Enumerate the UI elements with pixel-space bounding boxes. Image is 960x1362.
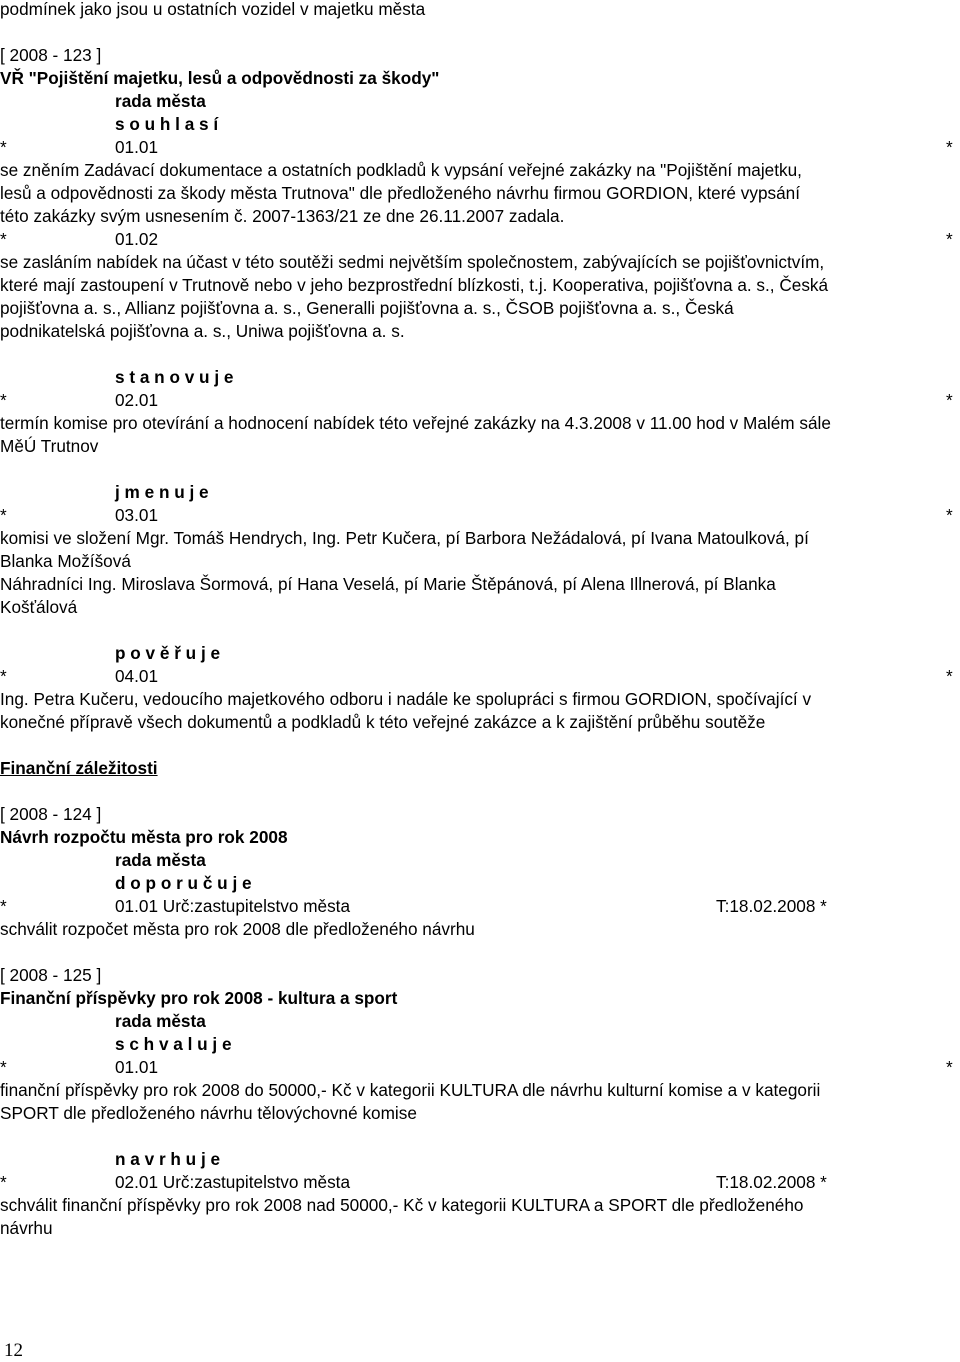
item-text: schválit finanční příspěvky pro rok 2008 nad 50000,- Kč v kategorii KULTURA a SPORT dle předloženého: [0, 1195, 804, 1215]
resolution-id: [ 2008 - 123 ]: [0, 45, 102, 65]
item-star-end: *: [946, 666, 953, 686]
item-deadline: T:18.02.2008 *: [716, 1172, 827, 1192]
item-deadline: T:18.02.2008 *: [716, 896, 827, 916]
item-star: *: [0, 390, 7, 410]
item-star-end: *: [946, 505, 953, 525]
resolution-title: Návrh rozpočtu města pro rok 2008: [0, 827, 288, 847]
item-text: finanční příspěvky pro rok 2008 do 50000,- Kč v kategorii KULTURA dle návrhu kulturní komise a v kategorii: [0, 1080, 821, 1100]
item-text: Košťálová: [0, 597, 78, 617]
resolution-verb: d o p o r u č u j e: [115, 873, 252, 893]
resolution-id: [ 2008 - 125 ]: [0, 965, 102, 985]
item-text: schválit rozpočet města pro rok 2008 dle předloženého návrhu: [0, 919, 475, 939]
item-text: konečné přípravě všech dokumentů a podkladů k této veřejné zakázce a k zajištění průběhu soutěže: [0, 712, 766, 732]
resolution-verb: s t a n o v u j e: [115, 367, 234, 387]
resolution-title: VŘ "Pojištění majetku, lesů a odpovědnosti za škody": [0, 68, 440, 88]
resolution-verb: p o v ě ř u j e: [115, 643, 221, 663]
item-star: *: [0, 505, 7, 525]
item-star-end: *: [946, 137, 953, 157]
resolution-body: rada města: [115, 1011, 206, 1031]
resolution-body: rada města: [115, 91, 206, 111]
resolution-verb: s c h v a l u j e: [115, 1034, 232, 1054]
item-star: *: [0, 896, 7, 916]
section-heading: Finanční záležitosti: [0, 758, 158, 778]
item-number: 01.01 Urč:zastupitelstvo města: [115, 896, 351, 916]
item-star-end: *: [946, 229, 953, 249]
item-text: pojišťovna a. s., Allianz pojišťovna a. s., Generalli pojišťovna a. s., ČSOB pojišťovna a. s., Česká: [0, 298, 734, 318]
item-star: *: [0, 1172, 7, 1192]
item-number: 03.01: [115, 505, 159, 525]
item-text: lesů a odpovědnosti za škody města Trutnova" dle předloženého návrhu firmou GORDION, které vypsání: [0, 183, 800, 203]
item-number: 01.01: [115, 137, 159, 157]
resolution-verb: s o u h l a s í: [115, 114, 219, 134]
item-star: *: [0, 666, 7, 686]
item-number: 02.01: [115, 390, 159, 410]
item-text: se zasláním nabídek na účast v této soutěži sedmi největším společnostem, zabývajících se pojišťovnictvím,: [0, 252, 825, 272]
item-number: 02.01 Urč:zastupitelstvo města: [115, 1172, 351, 1192]
resolution-body: rada města: [115, 850, 206, 870]
item-text: které mají zastoupení v Trutnově nebo v jeho bezprostřední blízkosti, t.j. Kooperativa, pojišťovna a. s., Česká: [0, 275, 829, 295]
item-star: *: [0, 137, 7, 157]
item-star: *: [0, 1057, 7, 1077]
resolution-verb: n a v r h u j e: [115, 1149, 221, 1169]
intro-line: podmínek jako jsou u ostatních vozidel v majetku města: [0, 0, 426, 19]
item-number: 01.02: [115, 229, 159, 249]
item-text: této zakázky svým usnesením č. 2007-1363/21 ze dne 26.11.2007 zadala.: [0, 206, 565, 226]
item-text: se zněním Zadávací dokumentace a ostatních podkladů k vypsání veřejné zakázky na "Pojištění majetku,: [0, 160, 802, 180]
item-star-end: *: [946, 390, 953, 410]
item-text: Ing. Petra Kučeru, vedoucího majetkového odboru i nadále ke spolupráci s firmou GORDION, spočívající v: [0, 689, 812, 709]
page-number: 12: [4, 1340, 23, 1361]
resolution-id: [ 2008 - 124 ]: [0, 804, 102, 824]
resolution-verb: j m e n u j e: [115, 482, 209, 502]
item-star-end: *: [946, 1057, 953, 1077]
item-number: 04.01: [115, 666, 159, 686]
item-text: MěÚ Trutnov: [0, 436, 99, 456]
item-number: 01.01: [115, 1057, 159, 1077]
item-text: Náhradníci Ing. Miroslava Šormová, pí Hana Veselá, pí Marie Štěpánová, pí Alena Illnerová, pí Blanka: [0, 574, 776, 594]
item-text: SPORT dle předloženého návrhu tělovýchovné komise: [0, 1103, 417, 1123]
resolution-title: Finanční příspěvky pro rok 2008 - kultura a sport: [0, 988, 398, 1008]
item-text: komisi ve složení Mgr. Tomáš Hendrych, Ing. Petr Kučera, pí Barbora Nežádalová, pí Ivana Matoulková, pí: [0, 528, 809, 548]
item-text: návrhu: [0, 1218, 53, 1238]
item-star: *: [0, 229, 7, 249]
item-text: termín komise pro otevírání a hodnocení nabídek této veřejné zakázky na 4.3.2008 v 11.00 hod v Malém sále: [0, 413, 831, 433]
item-text: podnikatelská pojišťovna a. s., Uniwa pojišťovna a. s.: [0, 321, 405, 341]
item-text: Blanka Možíšová: [0, 551, 131, 571]
